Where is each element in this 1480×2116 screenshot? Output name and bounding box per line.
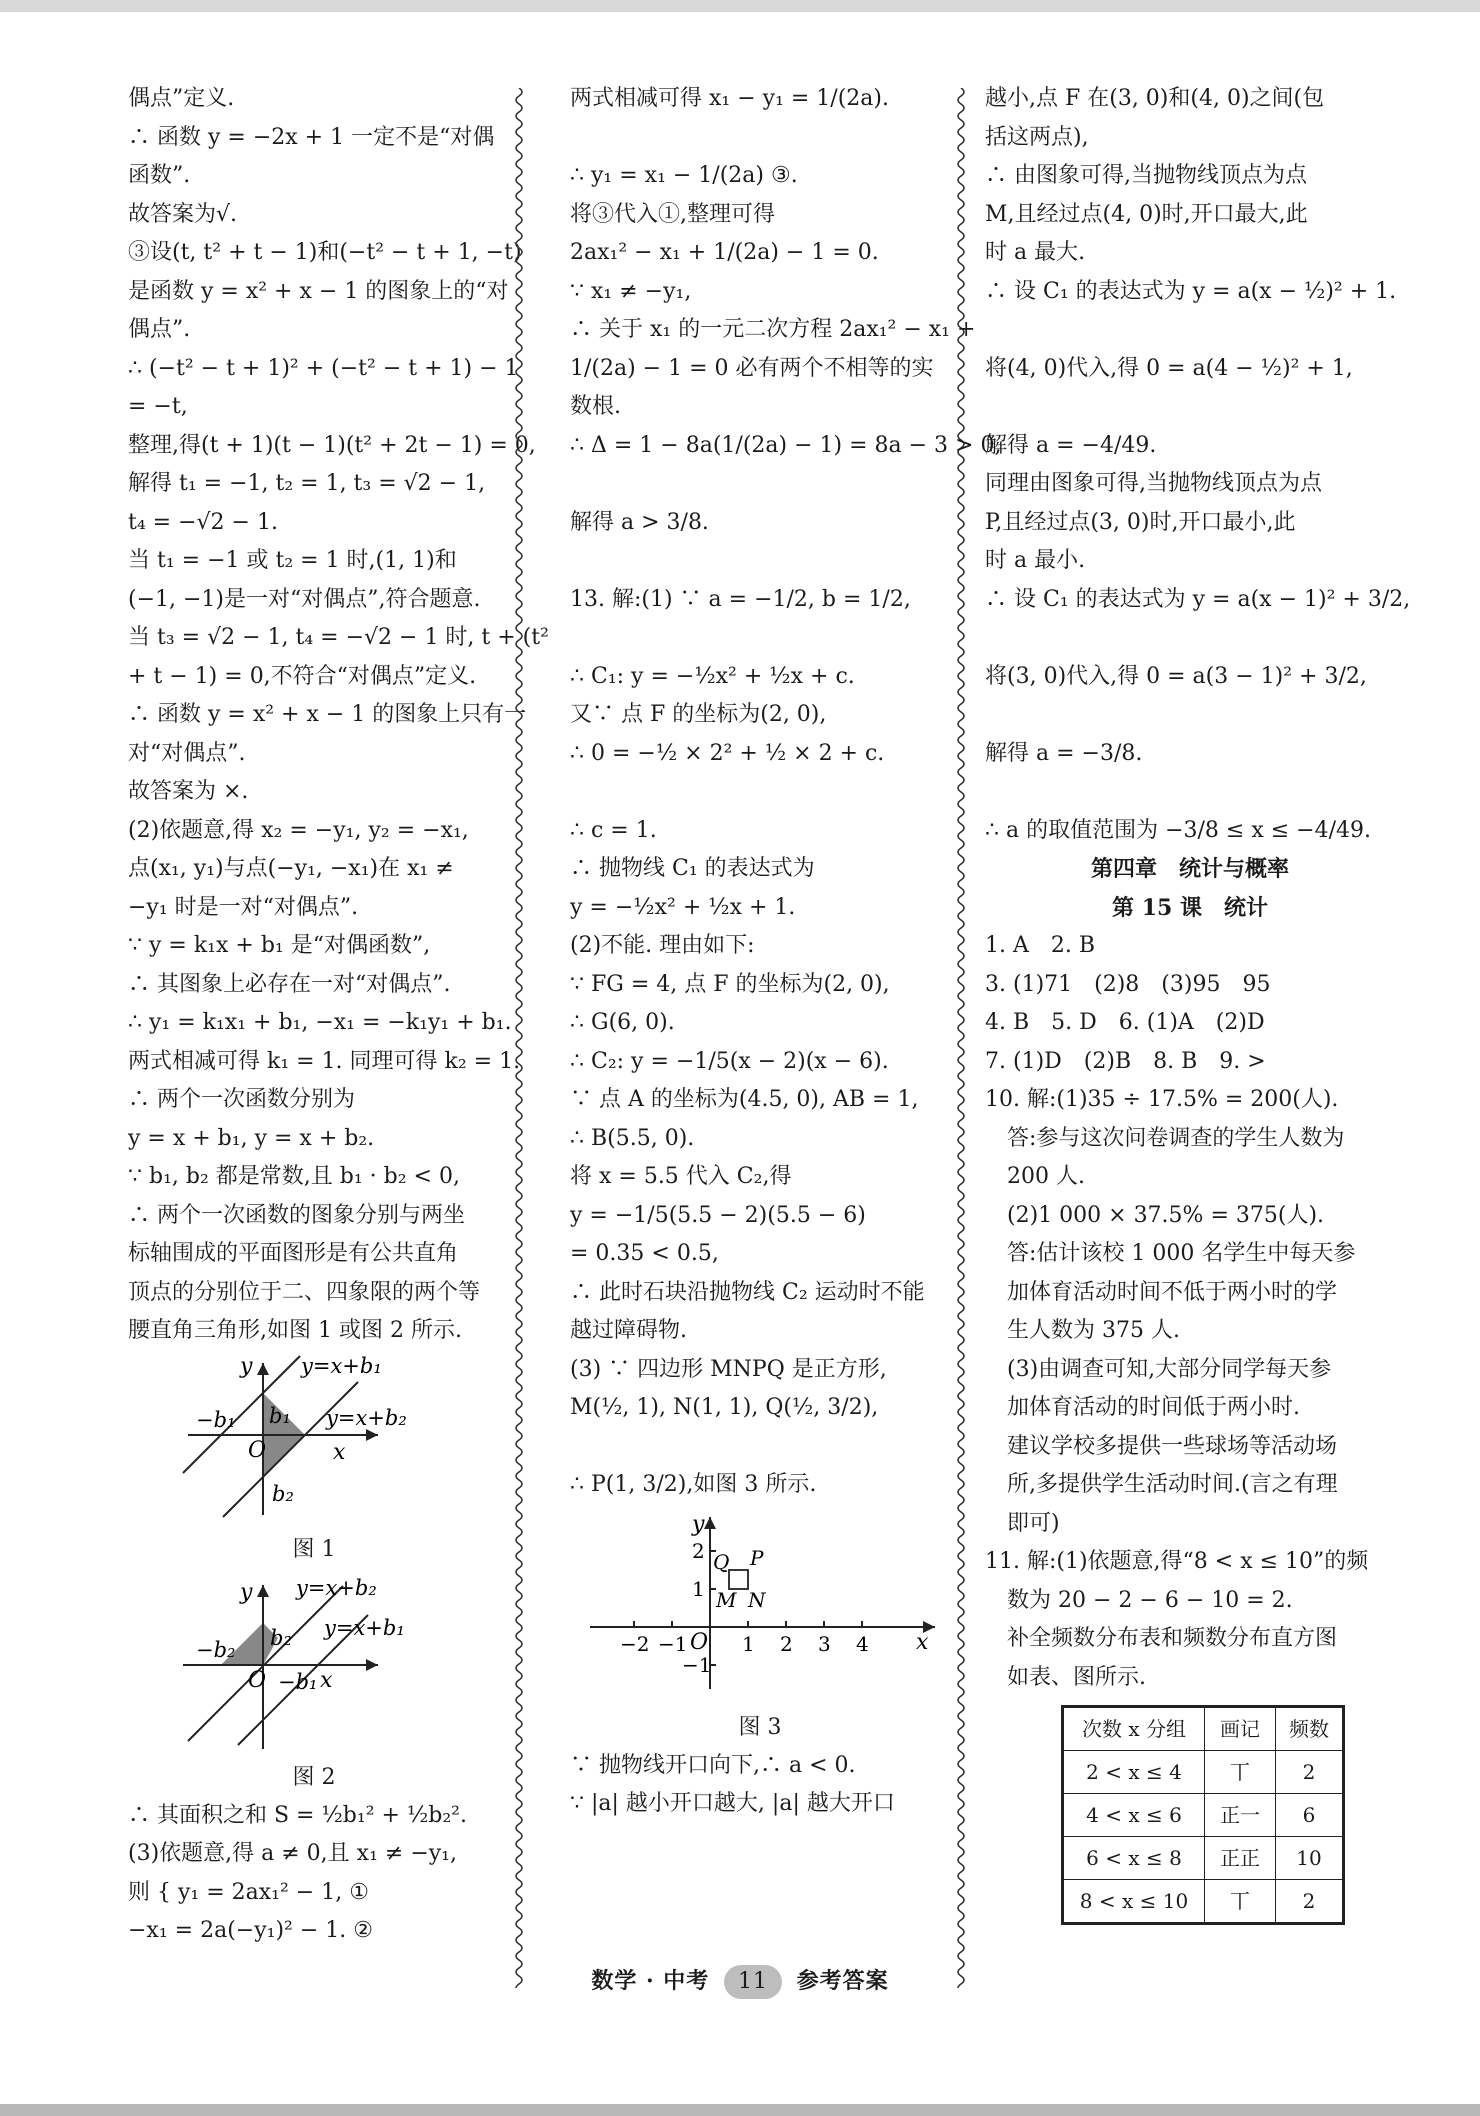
text-line: 越小,点 F 在(3, 0)和(4, 0)之间(包 <box>985 86 1325 111</box>
text-line: 将 x = 5.5 代入 C₂,得 <box>570 1164 792 1189</box>
figure-3-caption: 图 3 <box>738 1714 782 1740</box>
text-line: ∴ y₁ = x₁ − 1/(2a) ③. <box>570 163 798 188</box>
fig3-x-axis-label: x <box>916 1629 929 1655</box>
text-line: ∵ y = k₁x + b₁ 是“对偶函数”, <box>128 933 431 958</box>
fig3-x-tick-2: 2 <box>780 1631 793 1656</box>
text-line: 偶点”定义. <box>128 86 235 111</box>
text-line: ∵ 抛物线开口向下,∴ a < 0. <box>570 1752 856 1778</box>
table-cell: 2 < x ≤ 4 <box>1063 1751 1205 1794</box>
fig2-origin-label: O <box>248 1667 267 1693</box>
text-line: 越过障碍物. <box>570 1318 687 1343</box>
fig3-label-n: N <box>748 1587 766 1612</box>
text-line: 13. 解:(1) ∵ a = −1/2, b = 1/2, <box>570 586 911 612</box>
text-line: = −t, <box>128 394 188 419</box>
column-divider-1 <box>512 88 526 1988</box>
fig3-x-tick-4: 4 <box>856 1631 869 1656</box>
text-line: 两式相减可得 x₁ − y₁ = 1/(2a). <box>570 86 889 111</box>
text-line: P,且经过点(3, 0)时,开口最小,此 <box>985 509 1296 535</box>
text-line: + t − 1) = 0,不符合“对偶点”定义. <box>128 663 477 689</box>
frequency-table <box>1061 1705 1345 1925</box>
text-line: −y₁ 时是一对“对偶点”. <box>128 894 359 920</box>
fig3-x-tick-3: 3 <box>818 1631 831 1656</box>
column-1-text-block-1 <box>128 80 549 1351</box>
footer-subject: 数学 · 中考 <box>591 1968 710 1994</box>
text-line: 两式相减可得 k₁ = 1. 同理可得 k₂ = 1. <box>128 1048 521 1074</box>
text-line <box>570 465 950 504</box>
fig1-line2-label: y=x+b₂ <box>326 1405 407 1430</box>
text-line: ∴ Δ = 1 − 8a(1/(2a) − 1) = 8a − 3 > 0, <box>570 432 1002 458</box>
text-line <box>985 388 1395 427</box>
text-line: 当 t₁ = −1 或 t₂ = 1 时,(1, 1)和 <box>128 548 457 573</box>
column-2-text-block-1 <box>570 80 1002 1505</box>
text-line: 腰直角三角形,如图 1 或图 2 所示. <box>128 1318 462 1343</box>
table-cell: 丅 <box>1205 1880 1276 1924</box>
column-2-text-block-2 <box>570 1747 950 1824</box>
text-line: ∴ 两个一次函数的图象分别与两坐 <box>128 1202 465 1228</box>
text-line: M,且经过点(4, 0)时,开口最大,此 <box>985 201 1308 227</box>
fig3-x-tick-neg1: −1 <box>658 1631 688 1656</box>
text-line: ∴ 函数 y = −2x + 1 一定不是“对偶 <box>128 124 495 150</box>
text-line: M(½, 1), N(1, 1), Q(½, 3/2), <box>570 1395 879 1420</box>
text-line: (2)不能. 理由如下: <box>570 933 755 958</box>
text-line: 补全频数分布表和频数分布直方图 <box>985 1626 1338 1651</box>
page-footer <box>0 1964 1480 1999</box>
text-line: ∴ (−t² − t + 1)² + (−t² − t + 1) − 1 <box>128 355 519 381</box>
text-line: ∴ 两个一次函数分别为 <box>128 1087 355 1112</box>
text-line: 时 a 最小. <box>985 548 1086 573</box>
table-row <box>1063 1794 1344 1837</box>
chapter-title: 第四章 统计与概率 <box>1090 856 1289 882</box>
fig1-x-axis-label: x <box>333 1439 346 1465</box>
table-cell: 2 <box>1276 1880 1344 1924</box>
text-line: 生人数为 375 人. <box>985 1318 1180 1343</box>
text-line: ∵ FG = 4, 点 F 的坐标为(2, 0), <box>570 971 890 997</box>
text-line: 整理,得(t + 1)(t − 1)(t² + 2t − 1) = 0, <box>128 432 536 458</box>
figure-2 <box>128 1573 500 1759</box>
text-line: 11. 解:(1)依题意,得“8 < x ≤ 10”的频 <box>985 1549 1369 1574</box>
fig1-origin-label: O <box>248 1437 267 1463</box>
text-line: 2ax₁² − x₁ + 1/(2a) − 1 = 0. <box>570 240 879 265</box>
text-line: ∴ c = 1. <box>570 817 657 843</box>
text-line: 函数”. <box>128 163 191 188</box>
table-cell: 正一 <box>1205 1794 1276 1837</box>
fig3-origin-label: O <box>690 1629 709 1655</box>
fig3-label-m: M <box>716 1587 737 1612</box>
text-line: 1. A 2. B <box>985 933 1096 958</box>
text-line: 加体育活动时间不低于两小时的学 <box>985 1279 1338 1305</box>
column-3 <box>985 80 1411 1925</box>
text-line <box>985 311 1395 350</box>
text-line: ③设(t, t² + t − 1)和(−t² − t + 1, −t) <box>128 240 522 265</box>
text-line: 3. (1)71 (2)8 (3)95 95 <box>985 971 1271 997</box>
table-cell: 6 < x ≤ 8 <box>1063 1837 1205 1880</box>
fig3-label-q: Q <box>713 1549 730 1574</box>
text-line: 1/(2a) − 1 = 0 必有两个不相等的实 <box>570 355 934 381</box>
text-line: ∴ 关于 x₁ 的一元二次方程 2ax₁² − x₁ + <box>570 317 976 342</box>
text-line: 7. (1)D (2)B 8. B 9. > <box>985 1048 1266 1074</box>
fig3-y-axis-label: y <box>692 1511 705 1537</box>
text-line: 顶点的分别位于二、四象限的两个等 <box>128 1279 481 1305</box>
column-2 <box>570 80 1002 1824</box>
text-line: 当 t₃ = √2 − 1, t₄ = −√2 − 1 时, t + (t² <box>128 625 549 650</box>
text-line: ∴ 函数 y = x² + x − 1 的图象上只有一 <box>128 702 527 727</box>
text-line: ∴ 由图象可得,当抛物线顶点为点 <box>985 163 1307 188</box>
text-line: ∴ B(5.5, 0). <box>570 1125 695 1151</box>
fig1-b2-label: b₂ <box>272 1481 294 1506</box>
table-cell: 8 < x ≤ 10 <box>1063 1880 1205 1924</box>
fig2-neg-b2-label: −b₂ <box>196 1637 236 1662</box>
scan-bottom-edge <box>0 2104 1480 2116</box>
text-line: (3) ∵ 四边形 MNPQ 是正方形, <box>570 1356 887 1382</box>
text-line: 将(3, 0)代入,得 0 = a(3 − 1)² + 3/2, <box>985 663 1367 689</box>
text-line: ∴ 抛物线 C₁ 的表达式为 <box>570 856 815 881</box>
text-line: 建议学校多提供一些球场等活动场 <box>985 1433 1338 1459</box>
text-line: 点(x₁, y₁)与点(−y₁, −x₁)在 x₁ ≠ <box>128 856 454 881</box>
text-line: (2)1 000 × 37.5% = 375(人). <box>985 1202 1325 1228</box>
figure-1-caption: 图 1 <box>292 1536 336 1562</box>
fig2-y-axis-label: y <box>240 1579 253 1605</box>
text-line <box>985 696 1395 735</box>
text-line: 4. B 5. D 6. (1)A (2)D <box>985 1010 1265 1035</box>
text-line: 即可) <box>985 1510 1060 1536</box>
text-line: 200 人. <box>985 1164 1085 1189</box>
lesson-title: 第 15 课 统计 <box>1112 894 1268 921</box>
column-1-text-block-2 <box>128 1797 500 1951</box>
text-line: y = −½x² + ½x + 1. <box>570 894 796 920</box>
text-line: 将③代入①,整理可得 <box>570 201 775 227</box>
text-line: 数为 20 − 2 − 6 − 10 = 2. <box>985 1587 1293 1613</box>
text-line: (−1, −1)是一对“对偶点”,符合题意. <box>128 586 481 612</box>
text-line <box>570 542 950 581</box>
text-line: 将(4, 0)代入,得 0 = a(4 − ½)² + 1, <box>985 355 1353 381</box>
text-line: ∴ C₂: y = −1/5(x − 2)(x − 6). <box>570 1048 889 1074</box>
text-line: ∴ 设 C₁ 的表达式为 y = a(x − 1)² + 3/2, <box>985 586 1411 612</box>
table-cell: 6 <box>1276 1794 1344 1837</box>
text-line: 答:估计该校 1 000 名学生中每天参 <box>985 1241 1356 1266</box>
fig2-b2-label: b₂ <box>270 1625 292 1650</box>
column-1 <box>128 80 549 1951</box>
table-header-frequency: 频数 <box>1276 1707 1344 1751</box>
text-line: 加体育活动的时间低于两小时. <box>985 1395 1300 1420</box>
text-line: 对“对偶点”. <box>128 740 246 766</box>
text-line <box>570 773 950 812</box>
text-line <box>570 119 950 158</box>
text-line: (3)由调查可知,大部分同学每天参 <box>985 1356 1332 1382</box>
fig3-x-tick-neg2: −2 <box>620 1631 650 1656</box>
table-cell: 2 <box>1276 1751 1344 1794</box>
text-line <box>985 619 1395 658</box>
fig2-x-axis-label: x <box>320 1667 333 1693</box>
text-line <box>985 773 1395 812</box>
column-3-text-block-2 <box>985 927 1395 1697</box>
text-line: 是函数 y = x² + x − 1 的图象上的“对 <box>128 278 509 304</box>
text-line: −x₁ = 2a(−y₁)² − 1. ② <box>128 1918 373 1943</box>
fig1-line1-label: y=x+b₁ <box>301 1354 382 1378</box>
table-header-group: 次数 x 分组 <box>1063 1707 1205 1751</box>
fig2-line2-label: y=x+b₁ <box>324 1615 405 1640</box>
text-line: y = x + b₁, y = x + b₂. <box>128 1125 375 1151</box>
fig2-neg-b1-label: −b₁ <box>278 1669 318 1694</box>
text-line: 同理由图象可得,当抛物线顶点为点 <box>985 471 1322 496</box>
fig1-neg-b1-label: −b₁ <box>196 1407 236 1432</box>
table-header-row <box>1063 1707 1344 1751</box>
table-cell: 10 <box>1276 1837 1344 1880</box>
text-line: = 0.35 < 0.5, <box>570 1241 719 1266</box>
text-line: ∴ 此时石块沿抛物线 C₂ 运动时不能 <box>570 1279 925 1305</box>
text-line: 答:参与这次问卷调查的学生人数为 <box>985 1125 1345 1151</box>
text-line: ∴ G(6, 0). <box>570 1010 675 1035</box>
text-line: 解得 a = −3/8. <box>985 740 1143 766</box>
fig2-line1-label: y=x+b₂ <box>296 1575 377 1600</box>
text-line: ∵ b₁, b₂ 都是常数,且 b₁ · b₂ < 0, <box>128 1164 460 1189</box>
column-divider-2 <box>954 88 968 1988</box>
fig3-label-p: P <box>750 1545 764 1570</box>
text-line: 解得 t₁ = −1, t₂ = 1, t₃ = √2 − 1, <box>128 471 486 496</box>
text-line <box>570 1428 950 1467</box>
text-line: 所,多提供学生活动时间.(言之有理 <box>985 1472 1338 1497</box>
fig3-x-tick-1: 1 <box>742 1631 755 1656</box>
fig1-b1-label: b₁ <box>269 1403 291 1428</box>
text-line: ∴ P(1, 3/2),如图 3 所示. <box>570 1472 817 1497</box>
text-line: 又∵ 点 F 的坐标为(2, 0), <box>570 702 827 727</box>
page-number: 11 <box>724 1965 782 1999</box>
footer-answers-label: 参考答案 <box>796 1968 889 1994</box>
text-line: 标轴围成的平面图形是有公共直角 <box>128 1241 459 1266</box>
fig3-y-tick-1: 1 <box>692 1576 705 1601</box>
text-line: 解得 a > 3/8. <box>570 509 709 535</box>
text-line: ∴ 其面积之和 S = ½b₁² + ½b₂². <box>128 1802 467 1828</box>
table-cell: 4 < x ≤ 6 <box>1063 1794 1205 1837</box>
text-line: ∵ |a| 越小开口越大, |a| 越大开口 <box>570 1791 895 1816</box>
fig3-y-tick-neg1: −1 <box>682 1652 712 1677</box>
text-line: 则 { y₁ = 2ax₁² − 1, ① <box>128 1879 369 1905</box>
figure-1 <box>128 1355 500 1531</box>
table-row <box>1063 1837 1344 1880</box>
figure-3 <box>570 1509 950 1709</box>
text-line: 数根. <box>570 394 621 419</box>
text-line: ∴ 设 C₁ 的表达式为 y = a(x − ½)² + 1. <box>985 278 1397 304</box>
text-line: 故答案为 ×. <box>128 779 249 804</box>
fig3-y-tick-2: 2 <box>692 1538 705 1563</box>
text-line: ∴ C₁: y = −½x² + ½x + c. <box>570 663 855 689</box>
text-line: t₄ = −√2 − 1. <box>128 509 278 535</box>
table-row <box>1063 1751 1344 1794</box>
text-line: ∵ x₁ ≠ −y₁, <box>570 278 692 304</box>
table-cell: 丅 <box>1205 1751 1276 1794</box>
text-line: ∴ 0 = −½ × 2² + ½ × 2 + c. <box>570 740 885 766</box>
text-line: (3)依题意,得 a ≠ 0,且 x₁ ≠ −y₁, <box>128 1841 457 1866</box>
text-line: 如表、图所示. <box>985 1664 1146 1690</box>
text-line: 时 a 最大. <box>985 240 1086 265</box>
table-cell: 正正 <box>1205 1837 1276 1880</box>
text-line: 解得 a = −4/49. <box>985 432 1157 458</box>
column-3-text-block-1 <box>985 80 1411 850</box>
text-line: y = −1/5(5.5 − 2)(5.5 − 6) <box>570 1202 866 1228</box>
table-row <box>1063 1880 1344 1924</box>
text-line <box>570 619 950 658</box>
text-line: ∵ 点 A 的坐标为(4.5, 0), AB = 1, <box>570 1087 919 1112</box>
text-line: 10. 解:(1)35 ÷ 17.5% = 200(人). <box>985 1087 1339 1112</box>
figure-2-caption: 图 2 <box>292 1764 336 1790</box>
scan-top-edge <box>0 0 1480 12</box>
fig1-y-axis-label: y <box>240 1354 253 1379</box>
text-line: (2)依题意,得 x₂ = −y₁, y₂ = −x₁, <box>128 817 469 843</box>
text-line: ∴ 其图象上必存在一对“对偶点”. <box>128 971 451 997</box>
text-line: 括这两点), <box>985 124 1089 150</box>
text-line: 故答案为√. <box>128 201 238 227</box>
text-line: 偶点”. <box>128 317 191 342</box>
text-line: ∴ y₁ = k₁x₁ + b₁, −x₁ = −k₁y₁ + b₁. <box>128 1010 512 1035</box>
text-line: ∴ a 的取值范围为 −3/8 ≤ x ≤ −4/49. <box>985 817 1372 843</box>
table-header-tally: 画记 <box>1205 1707 1276 1751</box>
